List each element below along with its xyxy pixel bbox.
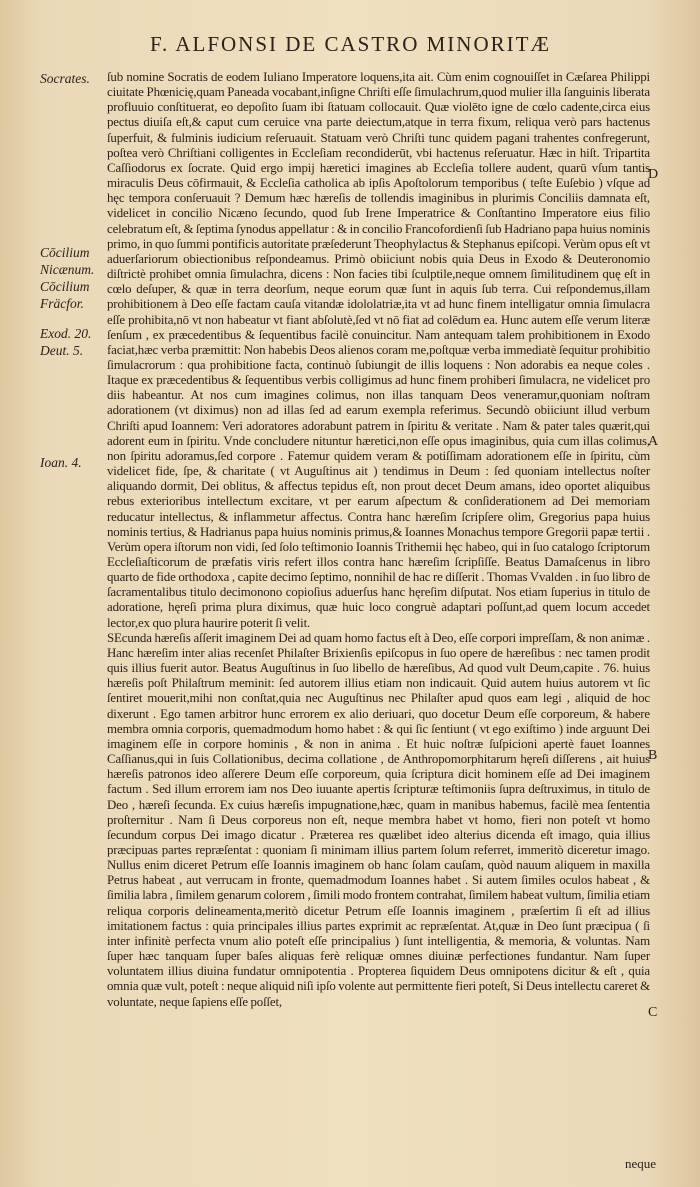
side-letter-b: B: [648, 748, 658, 763]
side-letter-d: D: [648, 167, 659, 182]
margin-note-concilium-2: Cōcilium: [40, 279, 90, 294]
margin-note-exodus: Exod. 20.: [40, 326, 92, 341]
side-letter-a: A: [648, 434, 659, 449]
margin-note-deuteronomy: Deut. 5.: [40, 343, 84, 358]
margin-note-john: Ioan. 4.: [40, 455, 82, 470]
margin-note-francfort: Fräcfor.: [40, 296, 84, 311]
catchword: neque: [624, 1156, 656, 1171]
side-letter-c: C: [648, 1005, 658, 1020]
running-header: F. ALFONSI DE CASTRO MINORITÆ: [150, 32, 552, 56]
paragraph-2: SEcunda hæreſis aſſerit imaginem Dei ad quam homo factus eſt à Deo, eſſe corpori impreſſam, & non animæ . Hanc hæreſim inter alias recenſet Philaſter Brixienſis epiſcopus in ſuo opere de hæreſibus : nec tamen prodit quis illius fuerit autor. Beatus Auguſtinus in ſuo libello de hæreſibus, Ad quod vult Deum,capite . 76. huius hæreſis poſt Philaſtrum meminit: ſed autorem illius etiam non indicauit. Quid autem huius autorem vt ſic ſentiret mouerit,mihi non conſtat,quia nec Auguſtinus nec Philaſter apud quos eam legi , aliquid de hoc dixerunt . Ego tamen arbitror hunc errorem ex alio deriuari, quo docetur Deum eſſe corporeum, & habere membra omnia corporis, quemadmodum homo habet : & qui ſic ſentiunt ( vt ego exiſtimo ) inde arguunt Dei imaginem eſſe in corpore hominis , & non in anima . Et huic noſtræ ſuſpicioni apertè fauet Ioannes Caſſianus,qui in ſuis Collationibus, decima collatione , de Anthropomorphitarum hęreſi diſſerens , ait huius hæreſis patronos ideo aſſerere Deum eſſe corporeum, quia ſcriptura dicit hominem eſſe ad Dei imaginem factum . Sed illum errorem iam nos Deo iuuante apertis ſcripturæ teſtimoniis ſupra deſtruximus, in titulo de Deo , hæreſi ſecunda. Ex cuius hæreſis impugnatione,hæc, quam in manibus habemus, facilè mea ſententia proſternitur . Nam ſi Deus corporeus non eſt, neque membra habet vt homo, fieri non poteſt vt homo ſecundum corpus Dei imago dicatur . Præterea res quælibet ideo alterius dicenda eſt imago, quia illius præcipuas partes repræſentat : quoniam ſi minimam illius partem ſolum referret, immeritò diceretur imago. Nullus enim diceret Petrum eſſe Ioannis imaginem ob hanc ſolam cauſam, quòd nauum aliquem in maxilla Petrus habeat , aut verrucam in fronte, quemadmodum Ioannes habet . Si autem ſimiles oculos habeat , & ſimilia labra , ſimilem genarum colorem , ſimili modo frontem contrahat, ſimilem habeat vultum, ſimilia etiam reliqua corporis delineamenta,meritò dicetur Petrum eſſe Ioannis imaginem , præſertim ſi eſt ad illius imitationem factus : quia principales illius partes exprimit ac repræſentat. At,quæ in Deo ſunt præcipua ( ſi inter infinitè perfecta vnum alio poteſt eſſe principalius ) ſunt intelligentia, & memoria, & voluntas. Nam ſuper hæc tanquam ſuper baſes aliquas ferè reliquæ omnes diuinæ perfectiones fundantur. Nam ſuper voluntatem illius diuina fundatur omnipotentia . Propterea ſiquidem Deus omnipotens dicitur & eſt , quia omnia quæ vult, poteſt : neque aliquid niſi ipſo volente aut permittente fieri poteſt, Si Deus intellectu careret & voluntate, neque ſapiens eſſe poſſet,: [107, 630, 650, 1009]
margin-note-concilium-1: Cōcilium: [40, 245, 90, 260]
margin-note-socrates: Socrates.: [40, 71, 90, 86]
paragraph-1: ſub nomine Socratis de eodem Iuliano Imperatore loquens,ita ait. Cùm enim cognouiſſet in Cæſarea Philippi ciuitate Phœnicię,quam Paneada vocabant,inſigne Chriſti eſſe ſimulachrum,quod mulier illa ſanguinis liberata profluuio conſtituerat, eo depoſito ſuam ibi ſtatuam collocauit. Quæ violēto igne de cœlo cadente,circa eius pectus diuiſa eſt,& caput cum ceruice vna parte deiectum,atque in terra fixum, reliqua verò pars hactenus ſuperfuit, & fulminis iudicium reſeruauit. Statuam verò Chriſti tunc quidem pagani trahentes confregerunt, poſtea verò Chriſtiani colligentes in Eccleſiam recondiderūt, vbi hactenus reſeruatur. Hæc in hiſt. Tripartita Caſſiodorus ex ſocrate. Quid ergo impij hæretici imagines ab Eccleſia tollere audent, quarū vſum tantis miraculis Deus cōfirmauit, & Eccleſia catholica ab ipſis Apoſtolorum temporibus ( teſte Euſebio ) vſque ad hęc tempora conſeruauit ? Demum hæc hæreſis de tollendis imaginibus in plurimis Conciliis damnata eſt, videlicet in concilio Nicæno ſecundo, quod ſub Irene Imperatrice & Conſtantino Imperatore eius filio celebratum eſt, & ſeptima ſynodus appellatur : & in concilio Francofordienſi ſub Hadriano papa huius nominis primo, in quo ſummi pontificis autoritate præſederunt Theophylactus & Stephanus epiſcopi. Verùm opus eſt vt aduerſariorum obiectionibus reſpondeamus. Primò obiiciunt nobis quia Deus in Exodo & Deuteronomio diſtrictè prohibet omnia ſimulachra, dicens : Non facies tibi ſculptile,neque omnem ſimilitudinem quę eſt in cœlo deſuper, & quæ in terra deorſum, neque eorum quæ ſunt in aquis ſub terra. Cui reſpondemus,illam prohibitionem à Deo eſſe factam cauſa vitandæ idololatriæ,ita vt ad hunc finem intelligatur omnia ſimulacra eſſe prohibita,nō vt non habeatur vt fiant abſolutè,ſed vt nō fiat ad colēdum ea. Hunc autem eſſe verum literæ ſenſum , ex præcedentibus & ſequentibus facilè conuincitur. Nam antequam talem prohibitionem in Exodo faciat,hæc verba præmittit: Non habebis Deos alienos coram me,poſtquæ verba immediatè ſequitur prohibitio ſimulacrorum : qua prohibitione facta, continuò ſubiungit de illis loquens : Non adorabis ea neque coles . Itaque ex præcedentibus & ſequentibus verbis colligimus ad hunc finem prohiberi ſimulacra, ne videlicet pro diis habeantur. At nos cum imagines colimus, non illas tanquam Deos veneramur,quoniam noſtram adorationem (vt diximus) non ad illas ſed ad earum exempla referimus. Secundò obiiciunt illud verbum Chriſti apud Ioannem: Veri adoratores adorabunt patrem in ſpiritu & veritate . Nam & pater tales quærit,qui adorent eum in ſpiritu. Vnde concludere nituntur hæretici,non eſſe opus imaginibus, quia cum illas colimus, non ſpiritu adoramus,ſed corpore . Fatemur quidem veram & potiſſimam adorationem eſſe in ſpiritu, cùm videlicet fide, ſpe, & charitate ( vt Auguſtinus ait ) tendimus in Deum : ſed quoniam intellectus noſter aliquando dormit, Dei oblitus, & affectus tepidus eſt, non prout decet Deum amans, ideo oportet aliquibus rebus exterioribus intellectum excitare, vt per earum aſpectum & conſiderationem ad Dei memoriam reducatur intellectus, & inflammetur affectus. Contra hanc hæreſim ſcripſere olim, Gregorius papa huius nominis tertius, & Hadrianus papa huius nominis primus,& Ioannes Monachus tempore Gregorii papæ tertii . Verùm opera iſtorum non vidi, ſed ſolo teſtimonio Ioannis Trithemii hęc habeo, qui in ſuo catalogo ſcriptorum Eccleſiaſticorum de præfatis viris refert illos contra hanc hæreſim ſcripſiſſe. Beatus Damaſcenus in libro quarto de fide orthodoxa , capite decimo ſeptimo, nonnihil de hac re diſſerit . Thomas Vvalden . in ſuo libro de ſacramentalibus titulo decimonono copioſius aduerſus hanc hęreſim diſputat. Nos etiam ſuperius in titulo de adoratione, hęreſi prima plura diximus, quæ huic loco congruè adaptari poſſunt,ad quem locum accedet lector,ex quo plura haurire poterit ſi velit.: [107, 70, 650, 630]
main-text-column: [107, 70, 650, 1010]
margin-note-nicaenum: Nicænum.: [40, 262, 95, 277]
